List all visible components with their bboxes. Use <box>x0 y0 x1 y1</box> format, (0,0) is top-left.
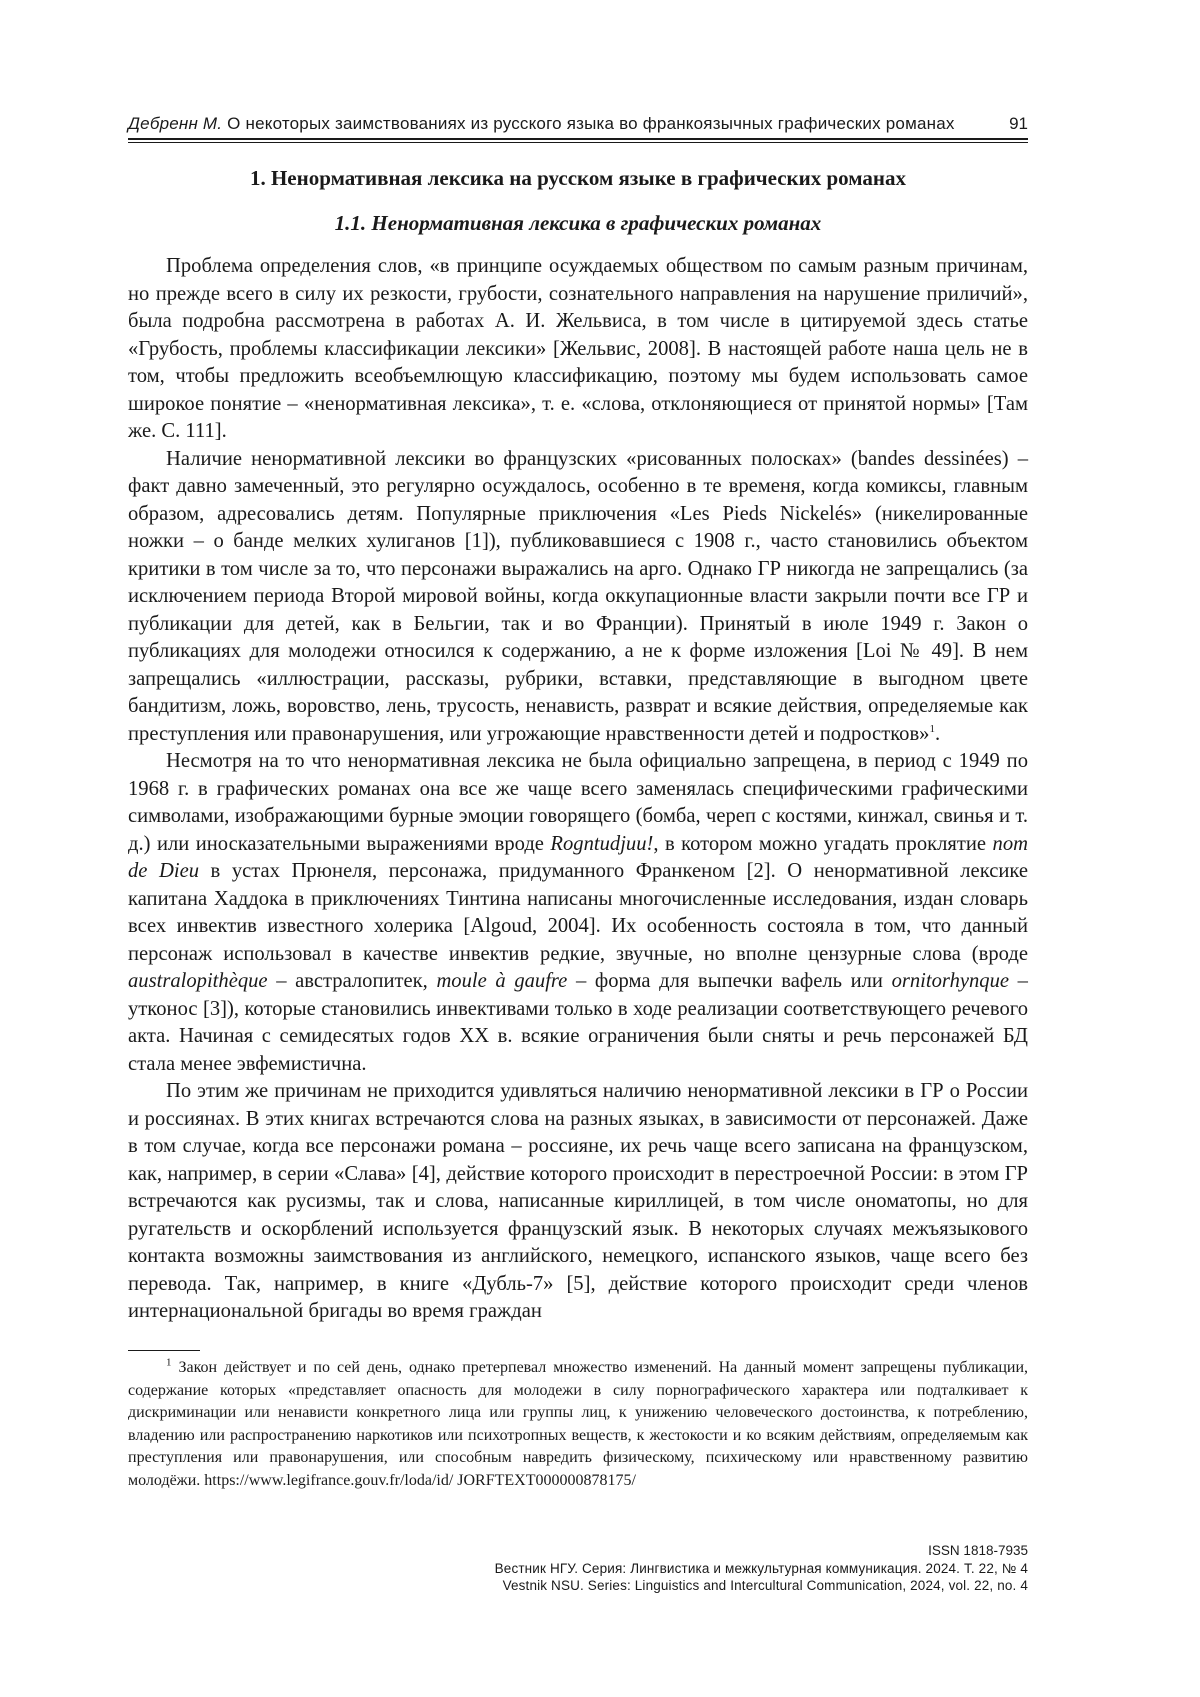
term-ornitorhynque: ornitorhynque <box>892 970 1009 992</box>
body-text <box>128 253 1028 1326</box>
header-rule-thin <box>128 142 1028 143</box>
paragraph-3-text-f: – утконос [3]), которые становились инвектива­ми только в ходе реализации соответствующего речевого акта. Начиная с семидесятых годов XX в. всякие ограничения были сняты и речь персонажей БД стала менее эвфемистична. <box>128 970 1028 1075</box>
footnote-text: Закон действует и по сей день, однако претерпевал множество изменений. На данный момент запрещены публикации, содержание которых «представляет опасность для молодежи в силу порнографического характера или подталкивает к дискриминации или ненависти конкретного лица или группы лиц, к унижению человеческо­го достоинства, к потреблению, владению или распространению наркотиков или психотропных веществ, к же­стокости и ко всяким действиям, определяемым как преступления или правонарушения, или способным навре­дить физическому, психическому или нравственному развитию молодёжи. https://www.legifrance.gouv.fr/loda/id/ JORFTEXT000000878175/ <box>128 1359 1028 1489</box>
term-nom-de-dieu: nom de Dieu <box>128 833 1028 883</box>
paragraph-3-text-e: – форма для выпечки вафель или <box>567 970 891 992</box>
paragraph-3-text-c: в устах Прюнеля, персонажа, придуманного Франкеном [2]. О ненормативной лексике капитана Хаддока в приключениях Тинтина написаны много­численные исследования, издан словарь всех инвектив известного холерика [Algoud, 2004]. Их особенность состояла в том, что данный персонаж использовал в качестве инвектив редкие, звучные, но вполне цензурные слова (вроде <box>128 860 1028 965</box>
footnote <box>128 1357 1028 1492</box>
paragraph-3 <box>128 748 1028 1078</box>
paragraph-2-end: . <box>935 723 940 745</box>
paragraph-3-text-b: , в котором можно угадать проклятие <box>653 833 992 855</box>
journal-imprint <box>328 1542 1028 1595</box>
term-australopitheque: australopithèque <box>128 970 268 992</box>
paragraph-3-text-d: – австралопитек, <box>268 970 437 992</box>
section-heading: 1. Ненормативная лексика на русском языке в графических романах <box>128 165 1028 191</box>
header-rule-thick <box>128 138 1028 140</box>
journal-name-ru: Вестник НГУ. Серия: Лингвистика и межкультурная коммуникация. 2024. Т. 22, № 4 <box>328 1560 1028 1578</box>
footnote-1 <box>128 1357 1028 1492</box>
running-head-author: Дебренн М. <box>128 114 222 133</box>
term-rogntudjuu: Rogntudjuu! <box>550 833 653 855</box>
paragraph-4: По этим же причинам не приходится удивляться наличию ненормативной лексики в ГР о России и россиянах. В этих книгах встречаются слова на разных языках, в зависимости от персонажей. Даже в том случае, когда все персонажи романа – россияне, их речь чаще всего записана на французском, как, например, в серии «Слава» [4], действие которого происходит в перестроечной России: в этом ГР встречаются как русизмы, так и слова, написанные кирил­лицей, в том числе ономатопы, но для ругательств и оскорблений используется французский язык. В некоторых случаях межъязыкового контакта возможны заимствования из английского, немецкого, испанского языков, чаще всего без перевода. Так, например, в книге «Дубль-7» [5], действие которого происходит среди членов интернациональной бригады во время граждан­ <box>128 1078 1028 1326</box>
paragraph-2-text: Наличие ненормативной лексики во французских «рисованных полосках» (bandes dessinées) – факт давно замеченный, это регулярно осуждалось, особенно в те временя, ког­да комиксы, главным образом, адресовались детям. Популярные приключения «Les Pieds Nickelés» (никелированные ножки – о банде мелких хулиганов [1]), публиковавшиеся с 1908 г., часто становились объектом критики в том числе за то, что персонажи выражались на арго. Од­нако ГР никогда не запрещались (за исключением периода Второй мировой войны, когда окку­пационные власти закрыли почти все ГР и публикации для детей, как в Бельгии, так и во Фран­ции). Принятый в июле 1949 г. Закон о публикациях для молодежи относился к содержанию, а не к форме изложения [Loi № 49]. В нем запрещались «иллюстрации, рассказы, рубрики, вставки, представляющие в выгодном цвете бандитизм, ложь, воровство, лень, трусость, не­нависть, разврат и всякие действия, определяемые как преступления или правонарушения, или угрожающие нравственности детей и подростков» <box>128 448 1028 745</box>
running-head-title: О некоторых заимствованиях из русского языка во франкоязычных графических романах <box>227 114 954 133</box>
issn: ISSN 1818-7935 <box>328 1542 1028 1560</box>
journal-name-en: Vestnik NSU. Series: Linguistics and Intercultural Communication, 2024, vol. 22, no. 4 <box>328 1577 1028 1595</box>
running-head-text <box>128 112 955 136</box>
paragraph-1: Проблема определения слов, «в принципе осуждаемых обществом по самым разным при­чинам, но прежде всего в силу их резкости, грубости, сознательного направления на нарушение приличий», была подробна рассмотрена в работах А. И. Жельвиса, в том числе в цитируемой здесь статье «Грубость, проблемы классификации лексики» [Жельвис, 2008]. В настоящей ра­боте наша цель не в том, чтобы предложить всеобъемлющую классификацию, поэтому мы бу­дем использовать самое широкое понятие – «ненормативная лексика», т. е. «слова, отклоняю­щиеся от принятой нормы» [Там же. С. 111]. <box>128 253 1028 446</box>
paragraph-2 <box>128 446 1028 749</box>
term-moule-a-gaufre: moule à gaufre <box>436 970 567 992</box>
paragraph-3-text-a: Несмотря на то что ненормативная лексика не была официально запрещена, в период с 1949 по 1968 г. в графических романах она все же чаще всего заменялась специфическими графическими символами, изображающими бурные эмоции говорящего (бомба, череп с костя­ми, кинжал, свинья и т. д.) или иносказательными выражениями вроде <box>128 750 1028 855</box>
footnote-reference[interactable]: 1 <box>929 723 935 735</box>
subsection-heading: 1.1. Ненормативная лексика в графических романах <box>128 210 1028 236</box>
running-head <box>128 112 1028 136</box>
page-number: 91 <box>1009 112 1028 136</box>
footnote-separator <box>128 1350 200 1351</box>
footnote-mark: 1 <box>166 1357 172 1369</box>
